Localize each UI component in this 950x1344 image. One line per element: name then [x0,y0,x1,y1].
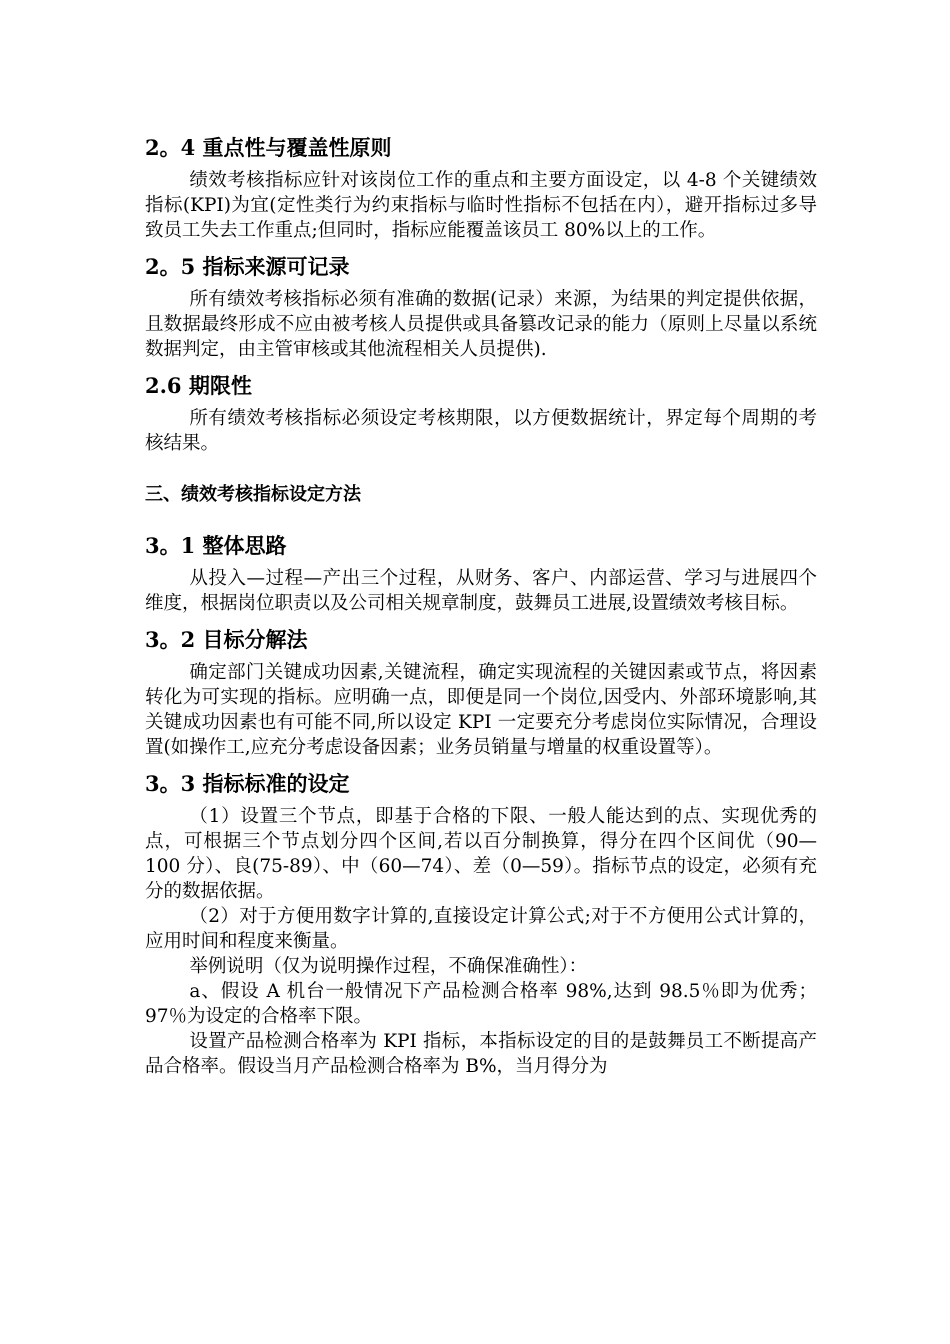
section-heading: 3。1 整体思路 [145,533,287,558]
section-3-3 [145,768,817,1079]
section-heading: 2。4 重点性与覆盖性原则 [145,135,392,160]
paragraph: 举例说明（仅为说明操作过程，不确保准确性）： [189,956,588,977]
paragraph: 所有绩效考核指标必须设定考核期限，以方便数据统计，界定每个周期的考核结果。 [145,408,817,454]
paragraph: 所有绩效考核指标必须有准确的数据(记录）来源，为结果的判定提供依据，且数据最终形成不应由被考核人员提供或具备篡改记录的能力（原则上尽量以系统数据判定，由主管审核或其他流程相关人员提供). [145,289,817,360]
section-2-5 [145,251,817,362]
section-2-6 [145,370,817,456]
section-heading: 2.6 期限性 [145,373,252,398]
section-heading: 3。3 指标标准的设定 [145,771,350,796]
section-heading: 2。5 指标来源可记录 [145,254,350,279]
section-3-2 [145,624,817,760]
paragraph: （1）设置三个节点，即基于合格的下限、一般人能达到的点、实现优秀的点，可根据三个节点划分四个区间,若以百分制换算，得分在四个区间优（90—100 分）、良(75-89）、中（60—74）、差（0—59）。指标节点的设定，必须有充分的数据依据。 [145,806,817,902]
paragraph: 从投入—过程—产出三个过程，从财务、客户、内部运营、学习与进展四个维度，根据岗位职责以及公司相关规章制度，鼓舞员工进展,设置绩效考核目标。 [145,568,817,614]
section-2-4 [145,132,817,243]
chapter-heading: 三、绩效考核指标设定方法 [145,484,361,505]
paragraph: 绩效考核指标应针对该岗位工作的重点和主要方面设定，以 4-8 个关键绩效指标(KPI)为宜(定性类行为约束指标与临时性指标不包括在内），避开指标过多导致员工失去工作重点;但同时，指标应能覆盖该员工 80%以上的工作。 [145,170,817,241]
section-3-1 [145,530,817,616]
paragraph: 设置产品检测合格率为 KPI 指标，本指标设定的目的是鼓舞员工不断提高产品合格率。假设当月产品检测合格率为 B%，当月得分为 [145,1031,817,1077]
paragraph: a、假设 A 机台一般情况下产品检测合格率 98%,达到 98.5％即为优秀；97％为设定的合格率下限。 [145,981,817,1027]
paragraph: 确定部门关键成功因素,关键流程，确定实现流程的关键因素或节点，将因素转化为可实现的指标。应明确一点，即便是同一个岗位,因受内、外部环境影响,其关键成功因素也有可能不同,所以设定 KPI 一定要充分考虑岗位实际情况，合理设置(如操作工,应充分考虑设备因素；业务员销量与增量的权重设置等）。 [145,662,817,758]
document-body [145,132,817,1087]
paragraph: （2）对于方便用数字计算的,直接设定计算公式;对于不方便用公式计算的，应用时间和程度来衡量。 [145,906,817,952]
section-heading: 3。2 目标分解法 [145,627,308,652]
